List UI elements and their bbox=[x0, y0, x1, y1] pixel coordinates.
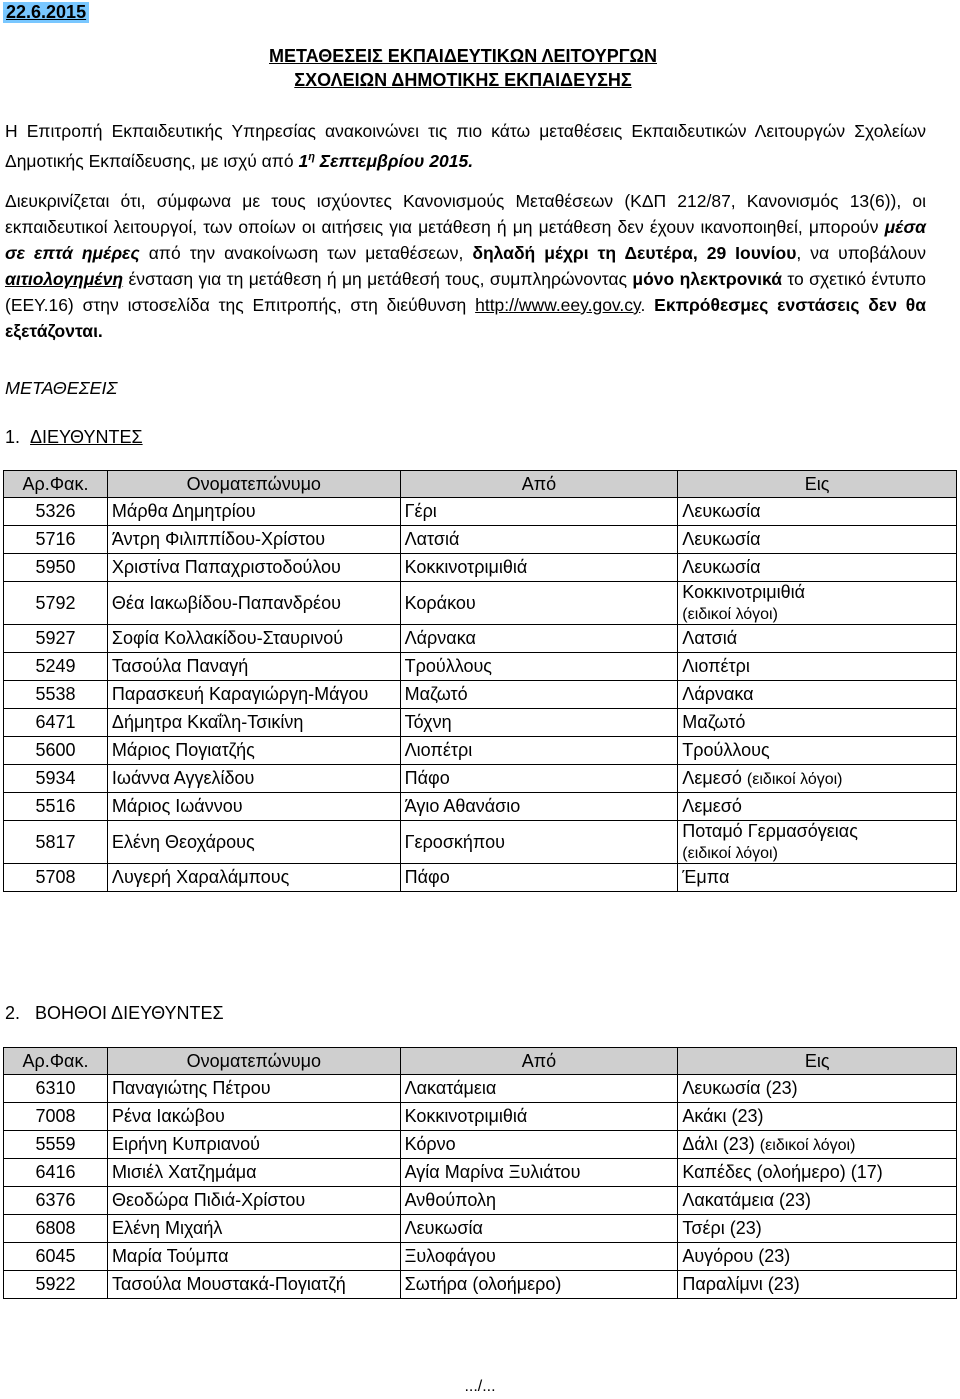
table-row bbox=[4, 554, 957, 582]
table-row bbox=[4, 864, 957, 892]
table-header-row bbox=[4, 471, 957, 498]
name-cell: Δήμητρα Κκαΐλη-Τσικίνη bbox=[107, 709, 400, 737]
name-cell: Τασούλα Μουστακά-Πογιατζή bbox=[107, 1271, 400, 1299]
from-cell: Ανθούπολη bbox=[400, 1187, 678, 1215]
file-number-cell: 5708 bbox=[4, 864, 108, 892]
to-cell: Λακατάμεια (23) bbox=[678, 1187, 957, 1215]
table-row bbox=[4, 1103, 957, 1131]
to-cell: Δάλι (23) (ειδικοί λόγοι) bbox=[678, 1131, 957, 1159]
name-cell: Σοφία Κολλακίδου-Σταυρινού bbox=[107, 625, 400, 653]
directors-heading: 1. ΔΙΕΥΘΥΝΤΕΣ bbox=[5, 427, 143, 447]
name-cell: Άντρη Φιλιππίδου-Χρίστου bbox=[107, 526, 400, 554]
table-row bbox=[4, 1271, 957, 1299]
table-row bbox=[4, 582, 957, 625]
column-header: Ονοματεπώνυμο bbox=[107, 471, 400, 498]
file-number-cell: 5950 bbox=[4, 554, 108, 582]
file-number-cell: 5934 bbox=[4, 765, 108, 793]
table-row bbox=[4, 681, 957, 709]
table-row bbox=[4, 1243, 957, 1271]
file-number-cell: 5249 bbox=[4, 653, 108, 681]
from-cell: Κοκκινοτριμιθιά bbox=[400, 1103, 678, 1131]
table-row bbox=[4, 1187, 957, 1215]
name-cell: Τασούλα Παναγή bbox=[107, 653, 400, 681]
from-cell: Άγιο Αθανάσιο bbox=[400, 793, 678, 821]
table-row bbox=[4, 498, 957, 526]
from-cell: Κοράκου bbox=[400, 582, 678, 625]
table-row bbox=[4, 821, 957, 864]
to-cell: Λευκωσία bbox=[678, 554, 957, 582]
table-row bbox=[4, 765, 957, 793]
table-row bbox=[4, 709, 957, 737]
from-cell: Κοκκινοτριμιθιά bbox=[400, 554, 678, 582]
file-number-cell: 5538 bbox=[4, 681, 108, 709]
file-number-cell: 5600 bbox=[4, 737, 108, 765]
name-cell: Ελένη Θεοχάρους bbox=[107, 821, 400, 864]
from-cell: Λατσιά bbox=[400, 526, 678, 554]
to-cell: Τσέρι (23) bbox=[678, 1215, 957, 1243]
file-number-cell: 6310 bbox=[4, 1075, 108, 1103]
column-header: Από bbox=[400, 471, 678, 498]
to-cell: Παραλίμνι (23) bbox=[678, 1271, 957, 1299]
table-row bbox=[4, 653, 957, 681]
intro-paragraph: Η Επιτροπή Εκπαιδευτικής Υπηρεσίας ανακοινώνει τις πιο κάτω μεταθέσεις Εκπαιδευτικών Λειτουργών Σχολείων Δημοτικής Εκπαίδευσης, με ισχύ από $1^\eta$ Σεπτεμβρίου 2015. bbox=[5, 121, 926, 171]
to-cell: Ακάκι (23) bbox=[678, 1103, 957, 1131]
to-cell: Λεμεσό (ειδικοί λόγοι) bbox=[678, 765, 957, 793]
to-cell: Μαζωτό bbox=[678, 709, 957, 737]
from-cell: Λάρνακα bbox=[400, 625, 678, 653]
from-cell: Κόρνο bbox=[400, 1131, 678, 1159]
from-cell: Σωτήρα (ολοήμερο) bbox=[400, 1271, 678, 1299]
name-cell: Λυγερή Χαραλάμπους bbox=[107, 864, 400, 892]
table-row bbox=[4, 793, 957, 821]
to-cell: Ποταμό Γερμασόγειας (ειδικοί λόγοι) bbox=[678, 821, 957, 864]
file-number-cell: 5792 bbox=[4, 582, 108, 625]
file-number-cell: 5927 bbox=[4, 625, 108, 653]
name-cell: Θέα Ιακωβίδου-Παπανδρέου bbox=[107, 582, 400, 625]
document-title-line1: ΜΕΤΑΘΕΣΕΙΣ ΕΚΠΑΙΔΕΥΤΙΚΩΝ ΛΕΙΤΟΥΡΓΩΝ bbox=[269, 46, 657, 66]
from-cell: Τόχνη bbox=[400, 709, 678, 737]
eey-website-link[interactable]: http://www.eey.gov.cy bbox=[475, 295, 641, 315]
to-cell: Λάρνακα bbox=[678, 681, 957, 709]
table-row bbox=[4, 1075, 957, 1103]
table-header-row bbox=[4, 1048, 957, 1075]
to-cell: Λευκωσία (23) bbox=[678, 1075, 957, 1103]
file-number-cell: 6471 bbox=[4, 709, 108, 737]
name-cell: Θεοδώρα Πιδιά-Χρίστου bbox=[107, 1187, 400, 1215]
assistants-heading: 2. ΒΟΗΘΟΙ ΔΙΕΥΘΥΝΤΕΣ bbox=[5, 1003, 224, 1023]
name-cell: Παναγιώτης Πέτρου bbox=[107, 1075, 400, 1103]
file-number-cell: 5326 bbox=[4, 498, 108, 526]
from-cell: Τρούλλους bbox=[400, 653, 678, 681]
from-cell: Αγία Μαρίνα Ξυλιάτου bbox=[400, 1159, 678, 1187]
name-cell: Ρένα Ιακώβου bbox=[107, 1103, 400, 1131]
section-heading: ΜΕΤΑΘΕΣΕΙΣ bbox=[5, 378, 118, 398]
column-header: Ονοματεπώνυμο bbox=[107, 1048, 400, 1075]
name-cell: Μάριος Ιωάννου bbox=[107, 793, 400, 821]
document-title-line2: ΣΧΟΛΕΙΩΝ ΔΗΜΟΤΙΚΗΣ ΕΚΠΑΙΔΕΥΣΗΣ bbox=[294, 70, 632, 90]
file-number-cell: 6045 bbox=[4, 1243, 108, 1271]
from-cell: Γέρι bbox=[400, 498, 678, 526]
to-cell: Λιοπέτρι bbox=[678, 653, 957, 681]
file-number-cell: 5559 bbox=[4, 1131, 108, 1159]
name-cell: Παρασκευή Καραγιώργη-Μάγου bbox=[107, 681, 400, 709]
name-cell: Ελένη Μιχαήλ bbox=[107, 1215, 400, 1243]
from-cell: Πάφο bbox=[400, 765, 678, 793]
table-row bbox=[4, 625, 957, 653]
column-header: Αρ.Φακ. bbox=[4, 471, 108, 498]
document-date: 22.6.2015 bbox=[3, 2, 89, 23]
column-header: Εις bbox=[678, 471, 957, 498]
from-cell: Γεροσκήπου bbox=[400, 821, 678, 864]
column-header: Εις bbox=[678, 1048, 957, 1075]
assistants-table bbox=[3, 1047, 957, 1299]
special-reasons-note: (ειδικοί λόγοι) bbox=[746, 771, 843, 788]
notice-paragraph: Διευκρινίζεται ότι, σύμφωνα με τους ισχύοντες Κανονισμούς Μεταθέσεων (ΚΔΠ 212/87, Κανονισμός 13(6)), οι εκπαιδευτικοί λειτουργοί, των οποίων οι αιτήσεις για μετάθεση ή μη μετάθεση δεν έχουν ικανοποιηθεί, μπορούν μέσα σε επτά ημέρες από την ανακοίνωση των μεταθέσεων, δηλαδή μέχρι τη Δευτέρα, 29 Ιουνίου, να υποβάλουν αιτιολογημένη ένσταση για τη μετάθεση ή μη μετάθεσή τους, συμπληρώνοντας μόνο ηλεκτρονικά το σχετικό έντυπο (ΕΕΥ.16) στην ιστοσελίδα της Επιτροπής, στη διεύθυνση http://www.eey.gov.cy. Εκπρόθεσμες ενστάσεις δεν θα εξετάζονται. bbox=[5, 191, 926, 341]
from-cell: Πάφο bbox=[400, 864, 678, 892]
file-number-cell: 6808 bbox=[4, 1215, 108, 1243]
file-number-cell: 6416 bbox=[4, 1159, 108, 1187]
to-cell: Λεμεσό bbox=[678, 793, 957, 821]
file-number-cell: 6376 bbox=[4, 1187, 108, 1215]
name-cell: Μάριος Πογιατζής bbox=[107, 737, 400, 765]
table-row bbox=[4, 1131, 957, 1159]
to-cell: Τρούλλους bbox=[678, 737, 957, 765]
file-number-cell: 5817 bbox=[4, 821, 108, 864]
special-reasons-note: (ειδικοί λόγοι) bbox=[682, 606, 778, 623]
from-cell: Λακατάμεια bbox=[400, 1075, 678, 1103]
name-cell: Μισιέλ Χατζημάμα bbox=[107, 1159, 400, 1187]
name-cell: Μάρθα Δημητρίου bbox=[107, 498, 400, 526]
page-continuation: .../... bbox=[464, 1378, 496, 1395]
from-cell: Μαζωτό bbox=[400, 681, 678, 709]
from-cell: Ξυλοφάγου bbox=[400, 1243, 678, 1271]
name-cell: Ιωάννα Αγγελίδου bbox=[107, 765, 400, 793]
file-number-cell: 5922 bbox=[4, 1271, 108, 1299]
name-cell: Χριστίνα Παπαχριστοδούλου bbox=[107, 554, 400, 582]
to-cell: Αυγόρου (23) bbox=[678, 1243, 957, 1271]
file-number-cell: 5716 bbox=[4, 526, 108, 554]
to-cell: Λατσιά bbox=[678, 625, 957, 653]
special-reasons-note: (ειδικοί λόγοι) bbox=[682, 845, 778, 862]
from-cell: Λευκωσία bbox=[400, 1215, 678, 1243]
special-reasons-note: (ειδικοί λόγοι) bbox=[759, 1137, 856, 1154]
to-cell: Κοκκινοτριμιθιά (ειδικοί λόγοι) bbox=[678, 582, 957, 625]
table-row bbox=[4, 1159, 957, 1187]
column-header: Από bbox=[400, 1048, 678, 1075]
table-row bbox=[4, 737, 957, 765]
from-cell: Λιοπέτρι bbox=[400, 737, 678, 765]
file-number-cell: 7008 bbox=[4, 1103, 108, 1131]
name-cell: Μαρία Τούμπα bbox=[107, 1243, 400, 1271]
file-number-cell: 5516 bbox=[4, 793, 108, 821]
table-row bbox=[4, 526, 957, 554]
table-row bbox=[4, 1215, 957, 1243]
to-cell: Έμπα bbox=[678, 864, 957, 892]
to-cell: Λευκωσία bbox=[678, 526, 957, 554]
to-cell: Λευκωσία bbox=[678, 498, 957, 526]
to-cell: Καπέδες (ολοήμερο) (17) bbox=[678, 1159, 957, 1187]
column-header: Αρ.Φακ. bbox=[4, 1048, 108, 1075]
name-cell: Ειρήνη Κυπριανού bbox=[107, 1131, 400, 1159]
directors-table bbox=[3, 470, 957, 892]
